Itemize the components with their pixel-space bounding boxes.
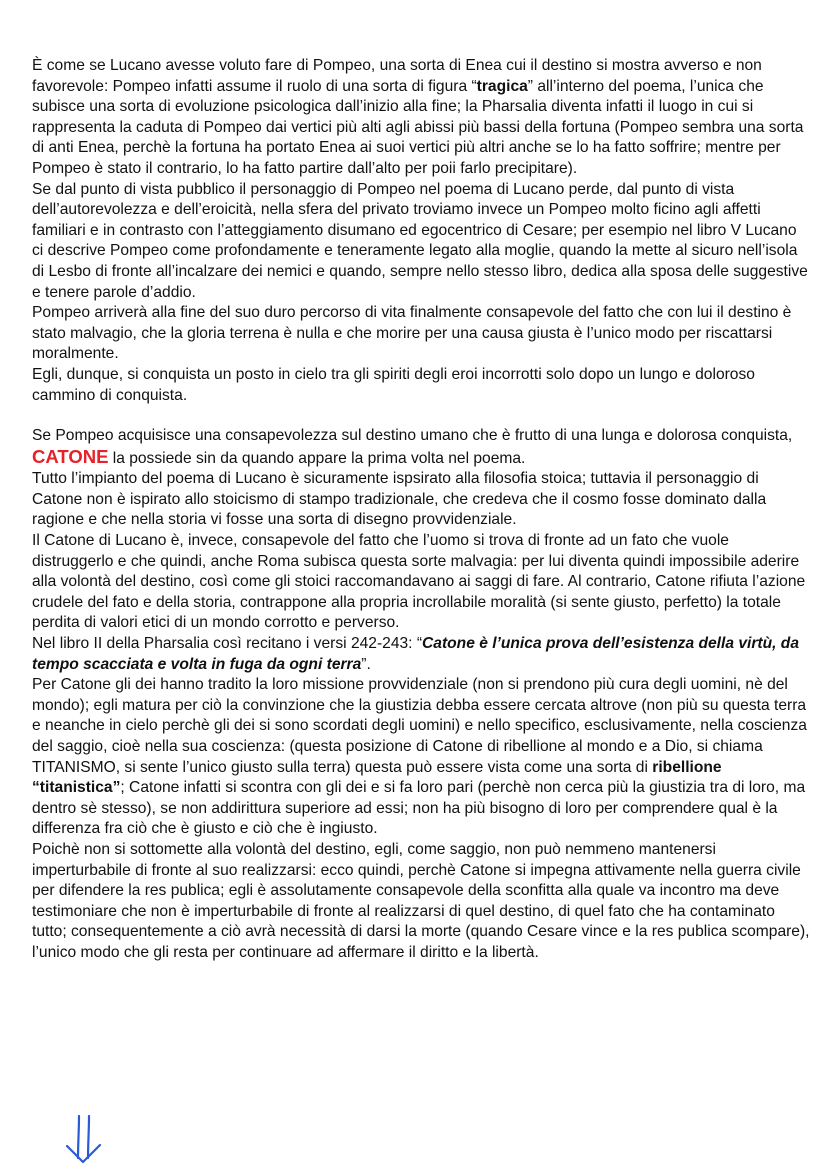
- text: ” all’interno del poema, l’unica che subisce una sorta di evoluzione psicologica dall’inizio alla fine; la Pharsalia diventa infatti il luogo in cui si rappresenta la caduta di Pompeo dai vertici più alti agli abissi più bassi della fortuna (Pompeo sembra una sorta di anti Enea, perchè la fortuna ha portato Enea ai suoi vertici più altri anche se lo ha fatto soffrire; mentre per Pompeo è stato il contrario, lo ha fatto partire dall’alto per poii farlo precipitare).: [32, 77, 804, 177]
- text: ; Catone infatti si scontra con gli dei e si fa loro pari (perchè non cerca più la giustizia tra di loro, ma dentro sè stesso), se non addirittura superiore ad essi; non ha più bisogno di loro per comprendere qual è la differenza fra ciò che è giusto e ciò che è ingiusto.: [32, 779, 806, 838]
- paragraph-catone-intro: [32, 426, 812, 469]
- paragraph-catone-fato: Il Catone di Lucano è, invece, consapevole del fatto che l’uomo si trova di fronte ad un fato che vuole distruggerlo e che quindi, anche Roma subisca questa sorte malvagia: per lui diventa quindi impossibile aderire alla volontà del destino, così come gli stoici raccomandavano ai saggi di fare. Al contrario, Catone rifiuta l’azione crudele del fato e della storia, contrappone alla propria incrollabile moralità (si sente giusto, perfetto) la totale perdita di valori etici di un mondo corrotto e perverso.: [32, 532, 806, 632]
- document-body: [32, 56, 812, 964]
- paragraph-guerra-civile: Poichè non si sottomette alla volontà del destino, egli, come saggio, non può nemmeno mantenersi imperturbabile di fronte al suo realizzarsi: ecco quindi, perchè Catone si impegna attivamente nella guerra civile per difendere la res publica; egli è assolutamente consapevole della sconfitta alla quale va incontro ma deve testimoniare che non è imperturbabile di fronte al realizzarsi di quel destino, di quel fato che ha contaminato tutto; consequentemente a ciò avrà necessità di darsi la morte (quando Cesare vince e la res publica scompare), l’unico modo che gli resta per continuare ad affermare il diritto e la libertà.: [32, 840, 810, 961]
- text: Se Pompeo acquisisce una consapevolezza sul destino umano che è frutto di una lunga e dolorosa conquista,: [32, 427, 793, 445]
- paragraph-pompeo-privato: Se dal punto di vista pubblico il personaggio di Pompeo nel poema di Lucano perde, dal punto di vista dell’autorevolezza e dell’eroicità, nella sfera del privato troviamo invece un Pompeo molto ficino agli affetti familiari e in contrasto con l’atteggiamento disumano ed egocentrico di Cesare; per esempio nel libro V Lucano ci descrive Pompeo come profondamente e teneramente legato alla moglie, quando la mette al sicuro nell’isola di Lesbo di fronte all’incalzare dei nemici e quando, sempre nello stesso libro, dedica alla sposa delle suggestive e tenere parole d’addio.: [32, 180, 808, 301]
- double-down-arrow-icon: [62, 1112, 106, 1166]
- paragraph-gap: [32, 406, 812, 426]
- text: È come se Lucano avesse voluto fare di Pompeo, una sorta di Enea cui il destino si mostra avverso e non favorevole: Pompeo infatti assume il ruolo di una sorta di figura “: [32, 57, 762, 95]
- heading-catone: CATONE: [32, 445, 109, 467]
- text: Nel libro II della Pharsalia così recitano i versi 242-243: “: [32, 635, 423, 653]
- emphasis-ribellione: ribellione “titanistica”: [32, 758, 722, 797]
- text: la possiede sin da quando appare la prima volta nel poema.: [108, 449, 526, 467]
- paragraph-citazione: [32, 634, 812, 675]
- paragraph-stoicismo: Tutto l’impianto del poema di Lucano è sicuramente ispsirato alla filosofia stoica; tuttavia il personaggio di Catone non è ispirato allo stoicismo di stampo tradizionale, che credeva che il cosmo fosse dominato dalla ragione e che nella storia vi fosse una sorta di disegno provvidenziale.: [32, 470, 767, 529]
- emphasis-tragica: tragica: [476, 77, 528, 95]
- paragraph-pompeo-fine: Pompeo arriverà alla fine del suo duro percorso di vita finalmente consapevole del fatto che con lui il destino è stato malvagio, che la gloria terrena è nulla e che morire per una causa giusta è l’unico modo per riscattarsi moralmente.: [32, 304, 792, 363]
- paragraph-pompeo-intro: [32, 56, 812, 180]
- text: ”.: [361, 655, 371, 673]
- paragraph-titanismo: [32, 675, 812, 840]
- quote-text: Catone è l’unica prova dell’esistenza della virtù, da tempo scacciata e volta in fuga da ogni terra: [32, 635, 799, 673]
- paragraph-pompeo-cielo: Egli, dunque, si conquista un posto in cielo tra gli spiriti degli eroi incorrotti solo dopo un lungo e doloroso cammino di conquista.: [32, 365, 755, 404]
- text: Per Catone gli dei hanno tradito la loro missione provvidenziale (non si prendono più cura degli uomini, nè del mondo); egli matura per ciò la convinzione che la giustizia debba essere cercata altrove (non più su questa terra e neanche in cielo perchè gli dei si sono scordati degli uomini) e nello specifico, esclusivamente, nella coscienza del saggio, cioè nella sua coscienza: (questa posizione di Catone di ribellione al mondo e a Dio, si chiama TITANISMO, si sente l’unico giusto sulla terra) questa può essere vista come una sorta di: [32, 676, 807, 776]
